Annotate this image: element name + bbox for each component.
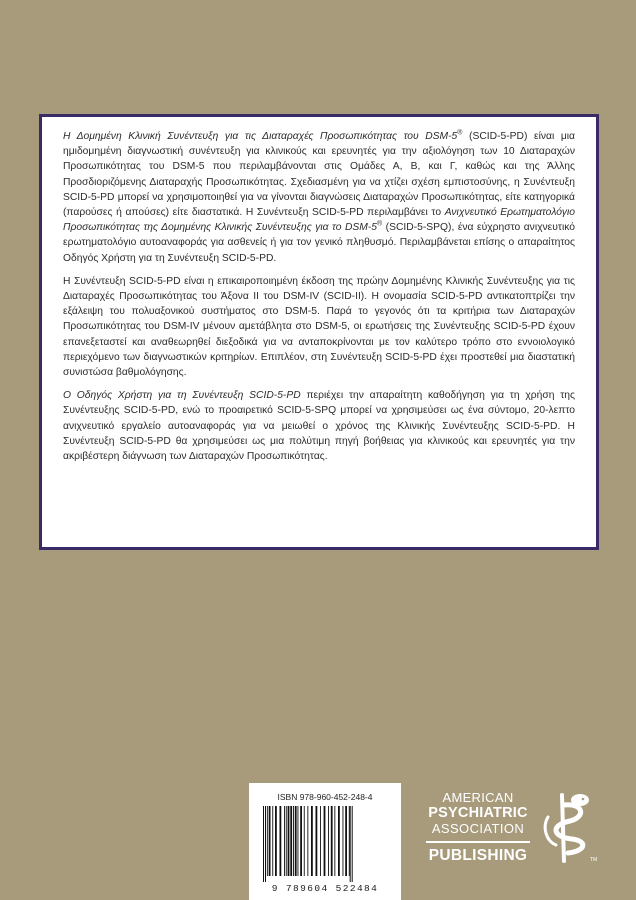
publisher-divider [426,841,530,843]
barcode-bar [293,806,294,876]
publisher-line-american: AMERICAN [442,790,514,805]
barcode-bar [300,806,302,876]
barcode-bar [267,806,268,876]
barcode-bar [288,806,290,876]
description-paragraph-1: Η Δομημένη Κλινική Συνέντευξη για τις Διαταραχές Προσωπικότητας του DSM-5® (SCID-5-PD) είναι μια ημιδομημένη διαγνωστική συνέντευξη για κλινικούς και ερευνητές για την αξιολόγηση των 10 Διαταραχών Προσωπικότητας του DSM-5 που περιλαμβάνονται στις Ομάδες Α, Β, και Γ, καθώς και της Άλλης Προσδιοριζόμενης Διαταραχής Προσωπικότητας. Σχεδιασμένη για να χτίζει σχέση εμπιστοσύνης, η Συνέντευξη SCID-5-PD μπορεί να χρησιμοποιηθεί για να γίνονται διαγνώσεις Διαταραχών Προσωπικότητας, είτε κατηγορικά (παρούσες ή απούσες) είτε διαστατικά. Η Συνέντευξη SCID-5-PD περιλαμβάνει το Ανιχνευτικό Ερωτηματολόγιο Προσωπικότητας της Δομημένης Κλινικής Συνέντευξης για το DSM-5® (SCID-5-SPQ), ένα εύχρηστο ανιχνευτικό ερωτηματολόγιο αυτοαναφοράς για ασθενείς ή για τον γενικό πληθυσμό. Περιλαμβάνεται επίσης ο απαραίτητος Οδηγός Χρήστη για τη Συνέντευξη SCID-5-PD. [63,129,575,264]
isbn-label: ISBN 978-960-452-248-4 [277,792,373,802]
barcode-bar [265,806,266,882]
barcode-bar [320,806,321,876]
barcode-bar [304,806,305,876]
barcode-bar [316,806,318,876]
barcode-bar [324,806,326,876]
barcode-bar [343,806,344,876]
publisher-line-publishing: PUBLISHING [428,847,528,864]
barcode-bar [352,806,353,882]
barcode-bar [338,806,340,876]
description-paragraph-3: Ο Οδηγός Χρήστη για τη Συνέντευξη SCID-5-PD περιέχει την απαραίτητη καθοδήγηση για τη χρήση της Συνέντευξης SCID-5-PD, ενώ το προαιρετικό SCID-5-SPQ μπορεί να χρησιμεύσει ως ένα σύντομο, 20-λεπτο ανιχνευτικό εργαλείο αυτοαναφοράς για να μειωθεί ο χρόνος της Κλινικής Συνέντευξης SCID-5-PD. Η Συνέντευξη SCID-5-PD θα χρησιμεύσει ως μια πολύτιμη πηγή βοήθειας για κλινικούς και ερευνητές για την ακριβέστερη διάγνωση των Διαταραχών Προσωπικότητας. [63,390,575,463]
barcode-bar [290,806,292,876]
isbn-barcode [249,783,401,900]
barcode-bar [307,806,308,876]
barcode-bar [284,806,285,876]
barcode-bar [286,806,287,876]
barcode-bar [331,806,333,876]
svg-text:TM: TM [590,857,598,863]
barcode-bar [275,806,277,876]
asclepius-staff-icon [540,787,598,865]
barcode-bar [311,806,313,876]
barcode-bar [272,806,273,876]
publisher-line-association: ASSOCIATION [431,821,525,836]
user-guide-title-italic: Ο Οδηγός Χρήστη για τη Συνέντευξη SCID-5-PD [63,390,301,402]
book-title-italic: Η Δομημένη Κλινική Συνέντευξη για τις Διαταραχές Προσωπικότητας του DSM-5 [63,131,458,142]
description-box [39,114,599,550]
publisher-line-psychiatric: PSYCHIATRIC [428,805,528,821]
barcode-bar [263,806,264,882]
description-paragraph-2: Η Συνέντευξη SCID-5-PD είναι η επικαιροποιημένη έκδοση της πρώην Δομημένης Κλινικής Συνέντευξης για τις Διαταραχές Προσωπικότητας του Άξονα ΙΙ του DSM-IV (SCID-II). Η ονομασία SCID-5-PD αντικατοπτρίζει την εξάλειψη του πολυαξονικού συστήματος στο DSM-5. Παρά το γεγονός ότι τα κριτήρια των Διαταραχών Προσωπικότητας του DSM-IV μένουν αμετάβλητα στο DSM-5, οι ερωτήσεις της Συνέντευξης SCID-5-PD έχουν επανεξεταστεί και αναθεωρηθεί διεξοδικά για να ανταποκρίνονται με τον καλύτερο τρόπο στο εννοιολογικό περιεχόμενο των διαγνωστικών κριτηρίων. Επιπλέον, στη Συνέντευξη SCID-5-PD έχει προστεθεί μια διαστατική συνιστώσα βαθμολόγησης. [63,275,575,379]
barcode-bar [328,806,329,876]
barcode-bar [298,806,299,876]
barcode-bar [334,806,335,876]
isbn-digits: 9 789604 522484 [271,883,379,894]
spq-title-italic: Ανιχνευτικό Ερωτηματολόγιο Προσωπικότητας της Δομημένης Κλινικής Συνέντευξης για το DSM-5 [63,207,575,234]
barcode-bar [345,806,347,876]
barcode-bar [349,806,350,876]
barcode-bar [269,806,271,876]
barcode-bar [280,806,282,876]
barcode-bar [350,806,351,882]
barcode-bar [295,806,297,876]
publisher-wordmark [426,790,530,865]
barcode-bars [261,806,389,882]
